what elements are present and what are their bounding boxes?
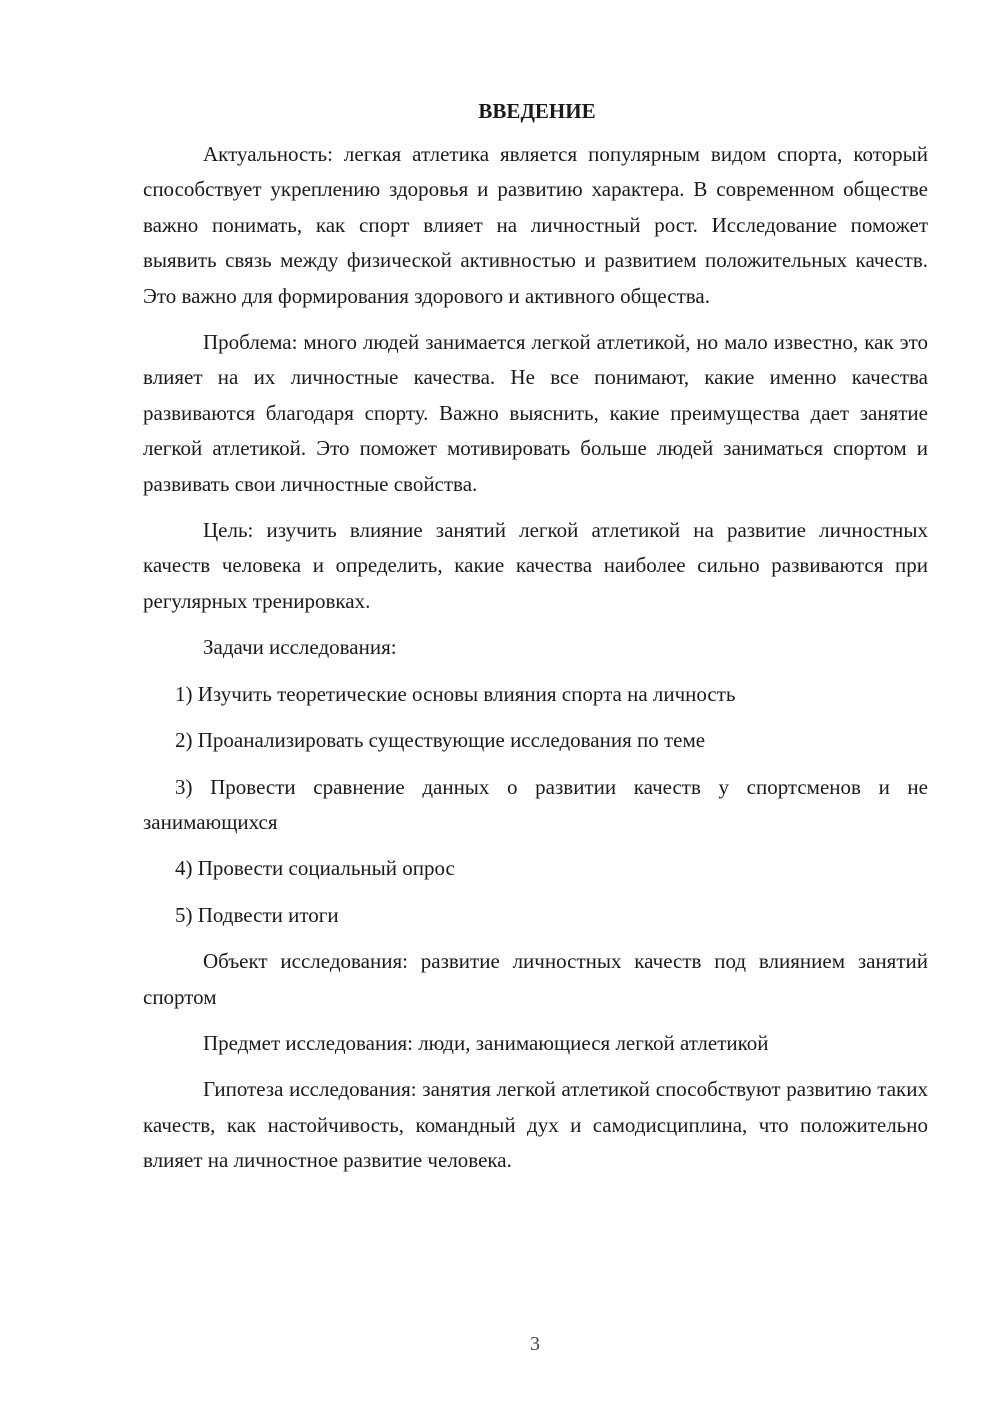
list-item: 2) Проанализировать существующие исследования по теме	[175, 728, 706, 753]
object-paragraph: Объект исследования: развитие личностных качеств под влиянием занятий спортом	[143, 949, 928, 1009]
subject-paragraph: Предмет исследования: люди, занимающиеся легкой атлетикой	[203, 1030, 769, 1055]
list-item: 1) Изучить теоретические основы влияния спорта на личность	[175, 681, 736, 706]
goal-paragraph: Цель: изучить влияние занятий легкой атлетикой на развитие личностных качеств человека и определить, какие качества наиболее сильно развиваются при регулярных тренировках.	[143, 518, 928, 613]
problem-paragraph: Проблема: много людей занимается легкой атлетикой, но мало известно, как это влияет на их личностные качества. Не все понимают, какие именно качества развиваются благодаря спорту. Важно выяснить, какие преимущества дает занятие легкой атлетикой. Это поможет мотивировать больше людей заниматься спортом и развивать свои личностные свойства.	[143, 330, 928, 496]
list-item: 5) Подвести итоги	[175, 902, 339, 927]
document-page	[143, 95, 928, 1179]
page-number: 3	[530, 1333, 540, 1355]
relevance-paragraph: Актуальность: легкая атлетика является популярным видом спорта, который способствует укреплению здоровья и развитию характера. В современном обществе важно понимать, как спорт влияет на личностный рост. Исследование поможет выявить связь между физической активностью и развитием положительных качеств. Это важно для формирования здорового и активного общества.	[143, 142, 928, 308]
section-heading: ВВЕДЕНИЕ	[478, 99, 596, 123]
list-item: 3) Провести сравнение данных о развитии качеств у спортсменов и не занимающихся	[143, 774, 928, 834]
tasks-heading: Задачи исследования:	[203, 635, 397, 660]
list-item: 4) Провести социальный опрос	[175, 856, 455, 881]
hypothesis-paragraph: Гипотеза исследования: занятия легкой атлетикой способствуют развитию таких качеств, как настойчивость, командный дух и самодисциплина, что положительно влияет на личностное развитие человека.	[143, 1077, 928, 1173]
tasks-list	[143, 677, 928, 933]
